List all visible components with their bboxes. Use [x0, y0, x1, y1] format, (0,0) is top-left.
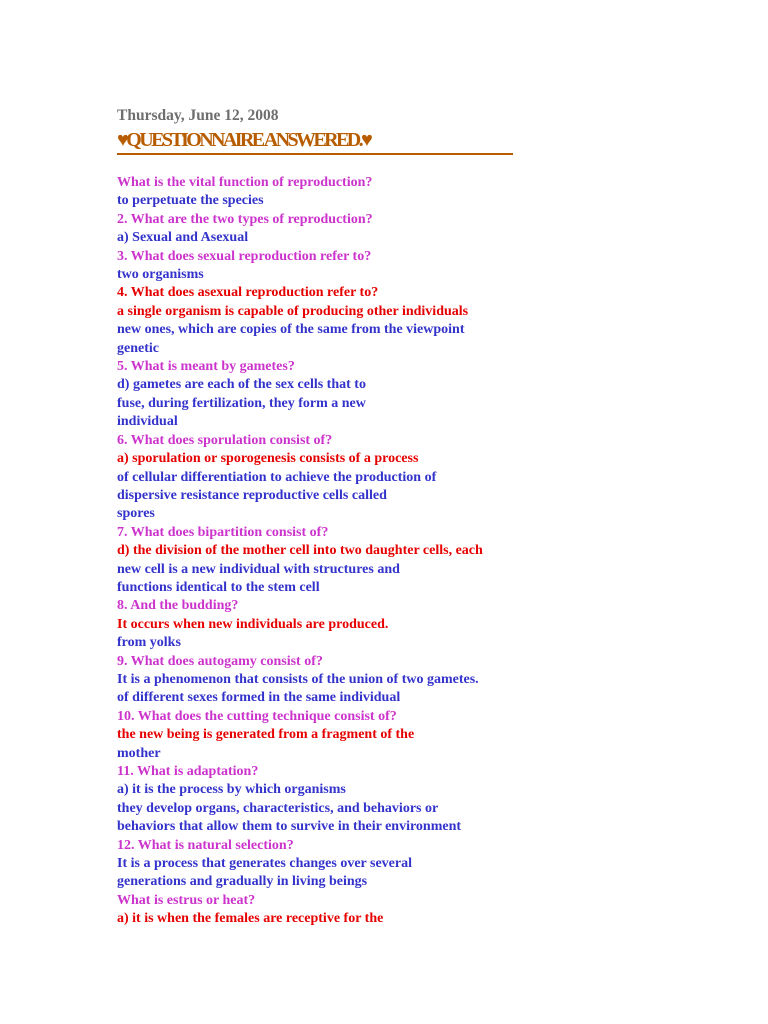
answer-line: fuse, during fertilization, they form a new	[117, 395, 366, 411]
question-line: 11. What is adaptation?	[117, 764, 259, 779]
blog-post	[117, 106, 517, 929]
answer-line: from yolks	[117, 635, 181, 651]
answer-line: of cellular differentiation to achieve the production of	[117, 469, 437, 485]
answer-line: spores	[117, 506, 155, 522]
question-line: 9. What does autogamy consist of?	[117, 653, 323, 669]
answer-line: new ones, which are copies of the same from the viewpoint	[117, 322, 465, 338]
answer-line: new cell is a new individual with structures and	[117, 561, 400, 577]
question-line: 6. What does sporulation consist of?	[117, 432, 333, 448]
answer-line: a) Sexual and Asexual	[117, 230, 249, 246]
answer-line: It is a process that generates changes over several	[117, 856, 412, 872]
answer-line: they develop organs, characteristics, and behaviors or	[117, 800, 439, 816]
post-title[interactable]: ♥QUESTIONNAIRE ANSWERED.♥	[117, 127, 513, 155]
answer-line: individual	[117, 414, 178, 430]
answer-line: a) it is when the females are receptive for the	[117, 911, 384, 927]
answer-line: generations and gradually in living beings	[117, 874, 368, 890]
answer-line: d) the division of the mother cell into two daughter cells, each	[117, 543, 483, 559]
answer-line: It occurs when new individuals are produced.	[117, 616, 389, 632]
answer-line: dispersive resistance reproductive cells called	[117, 487, 387, 503]
question-line: 7. What does bipartition consist of?	[117, 524, 329, 540]
post-body	[117, 174, 517, 929]
question-line: What is the vital function of reproduction?	[117, 175, 373, 190]
answer-line: behaviors that allow them to survive in their environment	[117, 819, 462, 835]
answer-line: a single organism is capable of producing other individuals	[117, 303, 469, 319]
answer-line: to perpetuate the species	[117, 193, 264, 209]
answer-line: It is a phenomenon that consists of the union of two gametes.	[117, 671, 479, 687]
question-line: 2. What are the two types of reproduction?	[117, 211, 373, 227]
answer-line: 4. What does asexual reproduction refer to?	[117, 285, 379, 301]
question-line: 8. And the budding?	[117, 598, 239, 614]
question-line: 12. What is natural selection?	[117, 837, 294, 853]
answer-line: a) it is the process by which organisms	[117, 782, 346, 798]
answer-line: mother	[117, 745, 161, 761]
question-line: What is estrus or heat?	[117, 892, 256, 908]
answer-line: a) sporulation or sporogenesis consists of a process	[117, 451, 419, 467]
question-line: 5. What is meant by gametes?	[117, 359, 295, 375]
question-line: 10. What does the cutting technique consist of?	[117, 708, 397, 724]
answer-line: of different sexes formed in the same individual	[117, 690, 401, 706]
answer-line: d) gametes are each of the sex cells that to	[117, 377, 366, 393]
answer-line: two organisms	[117, 267, 204, 283]
question-line: 3. What does sexual reproduction refer to?	[117, 248, 372, 264]
answer-line: the new being is generated from a fragment of the	[117, 727, 415, 743]
post-date: Thursday, June 12, 2008	[117, 107, 279, 124]
answer-line: functions identical to the stem cell	[117, 579, 320, 595]
answer-line: genetic	[117, 340, 159, 356]
